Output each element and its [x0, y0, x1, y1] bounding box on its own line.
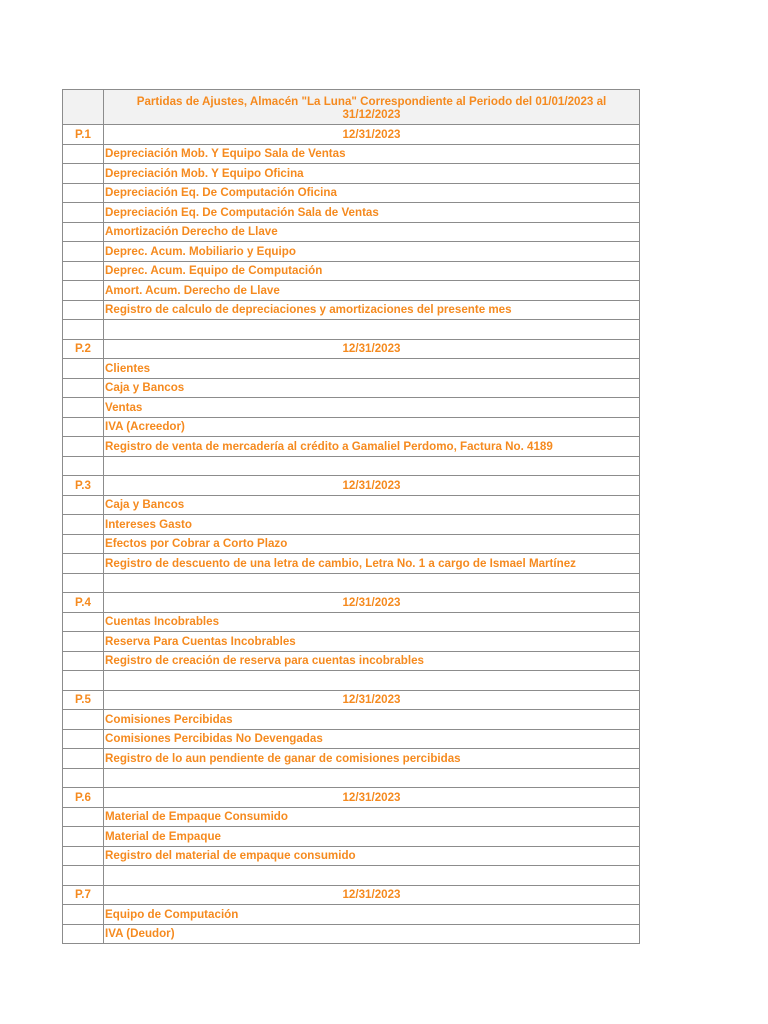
account-name: Intereses Gasto	[104, 515, 640, 535]
account-name: IVA (Deudor)	[104, 924, 640, 944]
account-row	[63, 905, 640, 925]
account-name: Amort. Acum. Derecho de Llave	[104, 281, 640, 301]
entry-number-blank	[63, 495, 104, 515]
account-row	[63, 281, 640, 301]
account-name: Efectos por Cobrar a Corto Plazo	[104, 534, 640, 554]
blank-cell	[63, 768, 104, 788]
entry-header-row	[63, 476, 640, 496]
entry-description: Registro de calculo de depreciaciones y amortizaciones del presente mes	[104, 300, 640, 320]
entry-date: 12/31/2023	[104, 788, 640, 808]
account-name: Amortización Derecho de Llave	[104, 222, 640, 242]
account-row	[63, 203, 640, 223]
blank-cell	[104, 866, 640, 886]
blank-cell	[104, 320, 640, 340]
entry-number-blank	[63, 242, 104, 262]
entry-description: Registro de descuento de una letra de cambio, Letra No. 1 a cargo de Ismael Martínez	[104, 554, 640, 574]
account-row	[63, 144, 640, 164]
sheet-title: Partidas de Ajustes, Almacén "La Luna" Correspondiente al Periodo del 01/01/2023 al 31/12/2023	[104, 90, 640, 125]
entry-date: 12/31/2023	[104, 125, 640, 145]
account-name: Depreciación Mob. Y Equipo Oficina	[104, 164, 640, 184]
entry-number-blank	[63, 144, 104, 164]
account-row	[63, 534, 640, 554]
entry-number: P.2	[63, 339, 104, 359]
entry-number: P.4	[63, 593, 104, 613]
blank-row	[63, 671, 640, 691]
account-row	[63, 164, 640, 184]
blank-cell	[104, 456, 640, 476]
entry-number-blank	[63, 300, 104, 320]
account-name: Comisiones Percibidas No Devengadas	[104, 729, 640, 749]
account-name: Depreciación Eq. De Computación Sala de Ventas	[104, 203, 640, 223]
account-row	[63, 632, 640, 652]
journal-table	[62, 89, 640, 944]
account-row	[63, 398, 640, 418]
entry-number-blank	[63, 515, 104, 535]
account-name: Equipo de Computación	[104, 905, 640, 925]
entry-number-blank	[63, 749, 104, 769]
entry-number-blank	[63, 281, 104, 301]
entry-description: Registro del material de empaque consumido	[104, 846, 640, 866]
entry-number: P.3	[63, 476, 104, 496]
account-row	[63, 827, 640, 847]
entry-number-blank	[63, 807, 104, 827]
entry-description: Registro de venta de mercadería al crédito a Gamaliel Perdomo, Factura No. 4189	[104, 437, 640, 457]
account-row	[63, 729, 640, 749]
entry-date: 12/31/2023	[104, 593, 640, 613]
description-row	[63, 651, 640, 671]
entry-number-blank	[63, 261, 104, 281]
entry-number-blank	[63, 437, 104, 457]
entry-number-blank	[63, 534, 104, 554]
entry-number-blank	[63, 417, 104, 437]
blank-cell	[104, 671, 640, 691]
blank-row	[63, 768, 640, 788]
entry-number-blank	[63, 222, 104, 242]
entry-number-blank	[63, 651, 104, 671]
entry-number: P.6	[63, 788, 104, 808]
account-name: Clientes	[104, 359, 640, 379]
account-row	[63, 495, 640, 515]
entry-number-blank	[63, 203, 104, 223]
entry-number-blank	[63, 905, 104, 925]
description-row	[63, 846, 640, 866]
entry-number-blank	[63, 924, 104, 944]
entry-header-row	[63, 885, 640, 905]
description-row	[63, 554, 640, 574]
account-name: Depreciación Eq. De Computación Oficina	[104, 183, 640, 203]
entry-number-blank	[63, 729, 104, 749]
account-name: Depreciación Mob. Y Equipo Sala de Ventas	[104, 144, 640, 164]
account-name: Deprec. Acum. Mobiliario y Equipo	[104, 242, 640, 262]
entry-description: Registro de lo aun pendiente de ganar de comisiones percibidas	[104, 749, 640, 769]
entry-description: Registro de creación de reserva para cuentas incobrables	[104, 651, 640, 671]
entry-date: 12/31/2023	[104, 690, 640, 710]
account-row	[63, 417, 640, 437]
entry-header-row	[63, 339, 640, 359]
entry-number-blank	[63, 359, 104, 379]
blank-cell	[104, 768, 640, 788]
account-row	[63, 612, 640, 632]
blank-cell	[63, 573, 104, 593]
account-row	[63, 183, 640, 203]
blank-row	[63, 866, 640, 886]
account-name: IVA (Acreedor)	[104, 417, 640, 437]
entry-header-row	[63, 593, 640, 613]
account-row	[63, 359, 640, 379]
description-row	[63, 437, 640, 457]
entry-number-blank	[63, 164, 104, 184]
entry-date: 12/31/2023	[104, 476, 640, 496]
entry-number-blank	[63, 378, 104, 398]
description-row	[63, 749, 640, 769]
entry-number-blank	[63, 183, 104, 203]
entry-number-blank	[63, 554, 104, 574]
entry-number-blank	[63, 632, 104, 652]
account-name: Reserva Para Cuentas Incobrables	[104, 632, 640, 652]
entry-number-blank	[63, 846, 104, 866]
description-row	[63, 300, 640, 320]
account-row	[63, 710, 640, 730]
blank-cell	[63, 866, 104, 886]
title-row	[63, 90, 640, 125]
blank-row	[63, 573, 640, 593]
blank-row	[63, 320, 640, 340]
entry-header-row	[63, 690, 640, 710]
entry-number-blank	[63, 612, 104, 632]
account-name: Material de Empaque	[104, 827, 640, 847]
entry-number-blank	[63, 827, 104, 847]
account-row	[63, 924, 640, 944]
account-row	[63, 515, 640, 535]
account-row	[63, 242, 640, 262]
account-name: Caja y Bancos	[104, 495, 640, 515]
account-name: Deprec. Acum. Equipo de Computación	[104, 261, 640, 281]
title-blank-cell	[63, 90, 104, 125]
entry-number: P.7	[63, 885, 104, 905]
entry-date: 12/31/2023	[104, 339, 640, 359]
account-name: Material de Empaque Consumido	[104, 807, 640, 827]
account-row	[63, 222, 640, 242]
blank-cell	[104, 573, 640, 593]
account-name: Comisiones Percibidas	[104, 710, 640, 730]
entry-number: P.5	[63, 690, 104, 710]
blank-cell	[63, 456, 104, 476]
entry-number-blank	[63, 710, 104, 730]
blank-row	[63, 456, 640, 476]
journal-table-body	[63, 90, 640, 944]
account-row	[63, 807, 640, 827]
blank-cell	[63, 320, 104, 340]
entry-header-row	[63, 788, 640, 808]
account-name: Ventas	[104, 398, 640, 418]
blank-cell	[63, 671, 104, 691]
entry-header-row	[63, 125, 640, 145]
account-name: Cuentas Incobrables	[104, 612, 640, 632]
entry-number: P.1	[63, 125, 104, 145]
account-name: Caja y Bancos	[104, 378, 640, 398]
entry-date: 12/31/2023	[104, 885, 640, 905]
account-row	[63, 378, 640, 398]
account-row	[63, 261, 640, 281]
entry-number-blank	[63, 398, 104, 418]
